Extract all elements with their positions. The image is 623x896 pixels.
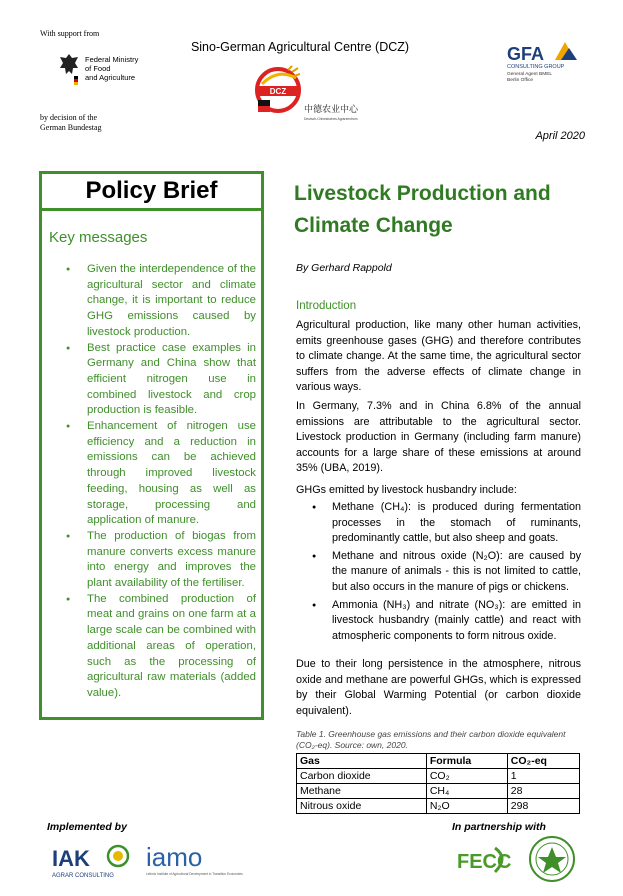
ghg-bullet-item: ● Ammonia (NH₃) and nitrate (NO₃): are emitted in livestock husbandry (mainly cattle) and react with atmospheric components to form nitrous oxide. <box>308 598 581 645</box>
table-cell: Methane <box>297 784 427 799</box>
gfa-name: GFA <box>507 44 545 64</box>
table-header: CO₂-eq <box>507 754 579 769</box>
table-cell: CO₂ <box>426 769 507 784</box>
fecc-logo <box>455 838 515 882</box>
dcz-chinese: 中德农业中心 <box>304 105 359 115</box>
key-messages-title: Key messages <box>49 229 148 246</box>
iak-sub: AGRAR CONSULTING <box>52 873 114 879</box>
ghg-bullet-item: ● Methane and nitrous oxide (N₂O): are caused by the manure of animals - this is not limited to cattle, but also occurs in the manure of pigs or chickens. <box>308 549 581 596</box>
article-title-line: Climate Change <box>294 214 453 237</box>
table-cell: 1 <box>507 769 579 784</box>
partner-seal-logo <box>528 835 576 883</box>
ministry-line: of Food <box>85 64 111 73</box>
gfa-line2: Berlin Office <box>507 78 534 83</box>
author-byline: By Gerhard Rappold <box>296 262 392 274</box>
table-row <box>297 799 580 814</box>
table-header-row <box>297 754 580 769</box>
introduction-heading: Introduction <box>296 300 357 312</box>
dcz-logo <box>252 64 359 128</box>
iak-logo <box>52 840 140 880</box>
bundestag-line: by decision of the <box>40 113 98 122</box>
federal-eagle-icon <box>58 52 80 86</box>
gfa-group: CONSULTING GROUP <box>507 64 565 70</box>
ministry-name <box>85 55 138 82</box>
ministry-line: Federal Ministry <box>85 55 139 64</box>
table-row <box>297 784 580 799</box>
iamo-logo <box>146 840 243 882</box>
key-messages-list <box>60 262 256 702</box>
policy-brief-title: Policy Brief <box>39 171 264 211</box>
paragraph: Due to their long persistence in the atmosphere, nitrous oxide and methane are powerful GHGs, which is expressed by their Global Warming Potential (or carbon dioxide equivalent). <box>296 658 581 717</box>
article-title <box>294 178 594 242</box>
table-cell: N₂O <box>426 799 507 814</box>
ministry-line: and Agriculture <box>85 73 136 82</box>
table-header: Formula <box>426 754 507 769</box>
table-caption: Table 1. Greenhouse gas emissions and their carbon dioxide equivalent (CO₂-eq). Source: own, 2020. <box>296 729 566 750</box>
ghg-bullet-list <box>308 500 581 646</box>
iamo-sub: Leibniz Institute of Agricultural Development in Transition Economies <box>146 872 243 876</box>
key-message-item: ● The combined production of meat and grains on one farm at a large scale can be combined with additional areas of operation, such as the processing of agricultural raw materials (added value). <box>60 592 256 702</box>
table-cell: Nitrous oxide <box>297 799 427 814</box>
table-cell: Carbon dioxide <box>297 769 427 784</box>
key-message-item: ● Enhancement of nitrogen use efficiency and a reduction in emissions can be achieved through improved livestock feeding, housing as well as storage, processing and application of manure. <box>60 419 256 529</box>
paragraph: GHGs emitted by livestock husbandry include: <box>296 484 517 496</box>
iak-name: IAK <box>52 846 90 871</box>
dcz-logo-text: DCZ <box>269 87 287 96</box>
gfa-line1: General Agent BMEL <box>507 72 553 77</box>
key-message-item: ● Given the interdependence of the agricultural sector and climate change, it is important to reduce GHG emissions caused by livestock production. <box>60 262 256 341</box>
article-title-line: Livestock Production and <box>294 182 551 205</box>
table-header: Gas <box>297 754 427 769</box>
support-text: With support from <box>40 29 100 38</box>
paragraph: In Germany, 7.3% and in China 6.8% of the annual emissions are attributable to the agricultural sector. Livestock production in Germany (including farm manure) accounts for a large share of these emissions at around 35% (UBA, 2019). <box>296 400 581 474</box>
table-cell: 28 <box>507 784 579 799</box>
iamo-name: iamo <box>146 842 203 872</box>
partnership-label: In partnership with <box>452 821 546 833</box>
paragraph: Agricultural production, like many other human activities, emits greenhouse gases (GHG) and therefore contributes to climate change. At the same time, the agricultural sector suffers from the adverse effects of climate change in various ways. <box>296 319 581 393</box>
table-cell: CH₄ <box>426 784 507 799</box>
ghg-bullet-item: ● Methane (CH₄): is produced during fermentation processes in the stomach of ruminants, predominantly cattle, but also sheep and goats. <box>308 500 581 547</box>
gas-table <box>296 753 580 814</box>
implemented-by-label: Implemented by <box>47 821 127 833</box>
key-message-item: ● The production of biogas from manure converts excess manure into energy and improves the plant availability of the fertiliser. <box>60 529 256 592</box>
publication-date: April 2020 <box>535 130 585 142</box>
table-row <box>297 769 580 784</box>
bundestag-text <box>40 113 102 133</box>
centre-title: Sino-German Agricultural Centre (DCZ) <box>190 40 410 54</box>
table-cell: 298 <box>507 799 579 814</box>
gfa-logo <box>505 40 585 95</box>
bundestag-line: German Bundestag <box>40 123 102 132</box>
dcz-sub: Deutsch-Chinesisches Agrarzentrum <box>304 117 358 121</box>
fecc-name: FECC <box>457 851 512 873</box>
key-message-item: ● Best practice case examples in Germany and China show that efficient nitrogen use in combined livestock and crop production is feasible. <box>60 341 256 420</box>
